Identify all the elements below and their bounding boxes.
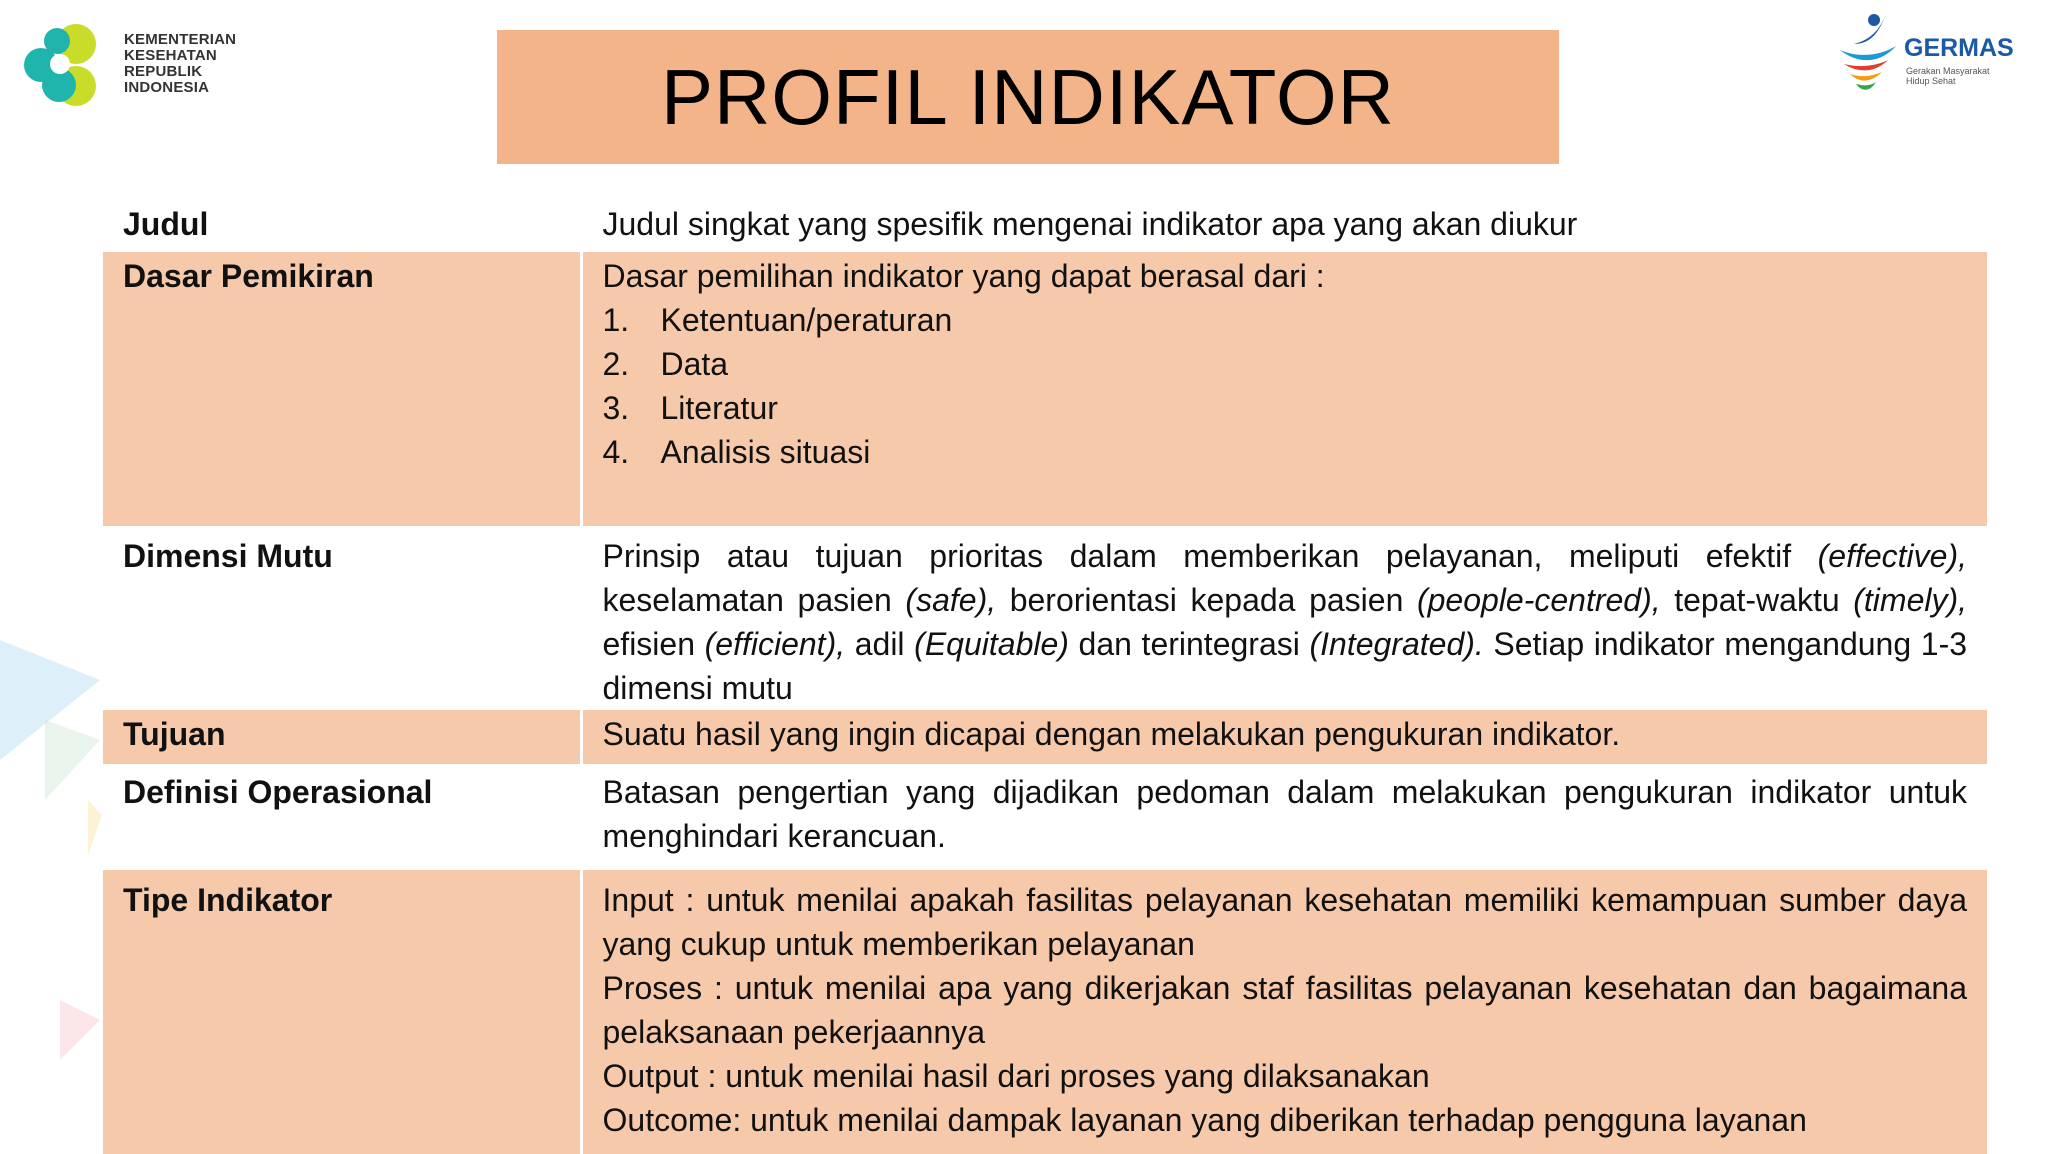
indicator-type-output: Output : untuk menilai hasil dari proses yang dilaksanakan xyxy=(602,1058,1430,1094)
kemenkes-logo xyxy=(14,18,236,110)
table-row-dasar-pemikiran xyxy=(103,252,1987,526)
indicator-type-proses: Proses : untuk menilai apa yang dikerjakan staf fasilitas pelayanan kesehatan dan bagaimana pelaksanaan pekerjaannya xyxy=(602,970,1967,1050)
kemenkes-logo-text: KEMENTERIAN KESEHATAN REPUBLIK INDONESIA xyxy=(124,31,237,96)
row-description: Batasan pengertian yang dijadikan pedoman dalam melakukan pengukuran indikator untuk menghindari kerancuan. xyxy=(602,774,1967,854)
decorative-ribbon xyxy=(45,720,100,800)
table-row-dimensi-mutu xyxy=(103,526,1987,710)
indicator-profile-table xyxy=(103,200,1987,1154)
table-row-judul xyxy=(103,200,1987,252)
numbered-list xyxy=(603,298,1968,474)
list-intro: Dasar pemilihan indikator yang dapat berasal dari : xyxy=(602,258,1325,294)
germas-logo xyxy=(1834,10,2034,100)
row-label: Definisi Operasional xyxy=(103,764,581,870)
table-row-tipe-indikator xyxy=(103,870,1987,1154)
germas-logo-word: GERMAS xyxy=(1904,34,2014,62)
row-description: Suatu hasil yang ingin dicapai dengan melakukan pengukuran indikator. xyxy=(581,710,1987,764)
indicator-type-outcome: Outcome: untuk menilai dampak layanan yang diberikan terhadap pengguna layanan xyxy=(602,1102,1807,1138)
row-description: Judul singkat yang spesifik mengenai indikator apa yang akan diukur xyxy=(602,206,1578,242)
list-item: 3. Literatur xyxy=(602,390,778,426)
germas-logo-subtitle: Gerakan Masyarakat Hidup Sehat xyxy=(1906,66,1990,86)
title-banner xyxy=(497,30,1559,164)
list-item: 1. Ketentuan/peraturan xyxy=(602,302,953,338)
list-item: 2. Data xyxy=(602,346,729,382)
table-row-tujuan xyxy=(103,710,1987,764)
list-item: 4. Analisis situasi xyxy=(602,434,871,470)
page-title: PROFIL INDIKATOR xyxy=(661,52,1395,141)
decorative-ribbon xyxy=(88,800,102,855)
row-label: Judul xyxy=(103,200,581,252)
row-label: Dimensi Mutu xyxy=(103,526,581,710)
row-label: Dasar Pemikiran xyxy=(103,252,581,526)
table-row-definisi-operasional xyxy=(103,764,1987,870)
indicator-type-input: Input : untuk menilai apakah fasilitas pelayanan kesehatan memiliki kemampuan sumber daya yang cukup untuk memberikan pelayanan xyxy=(602,882,1967,962)
row-description xyxy=(581,252,1987,526)
row-label: Tipe Indikator xyxy=(103,870,581,1154)
row-description: Prinsip atau tujuan prioritas dalam memberikan pelayanan, meliputi efektif (effective), keselamatan pasien (safe), berorientasi kepada pasien (people-centred), tepat-waktu (timely), efisien (efficient), adil (Equitable) dan terintegrasi (Integrated). Setiap indikator mengandung 1-3 dimensi mutu xyxy=(602,538,1968,706)
row-label: Tujuan xyxy=(103,710,581,764)
row-description xyxy=(581,870,1987,1154)
kemenkes-logo-icon xyxy=(14,18,106,110)
decorative-ribbon xyxy=(60,1000,100,1060)
germas-logo-icon xyxy=(1834,10,1914,100)
